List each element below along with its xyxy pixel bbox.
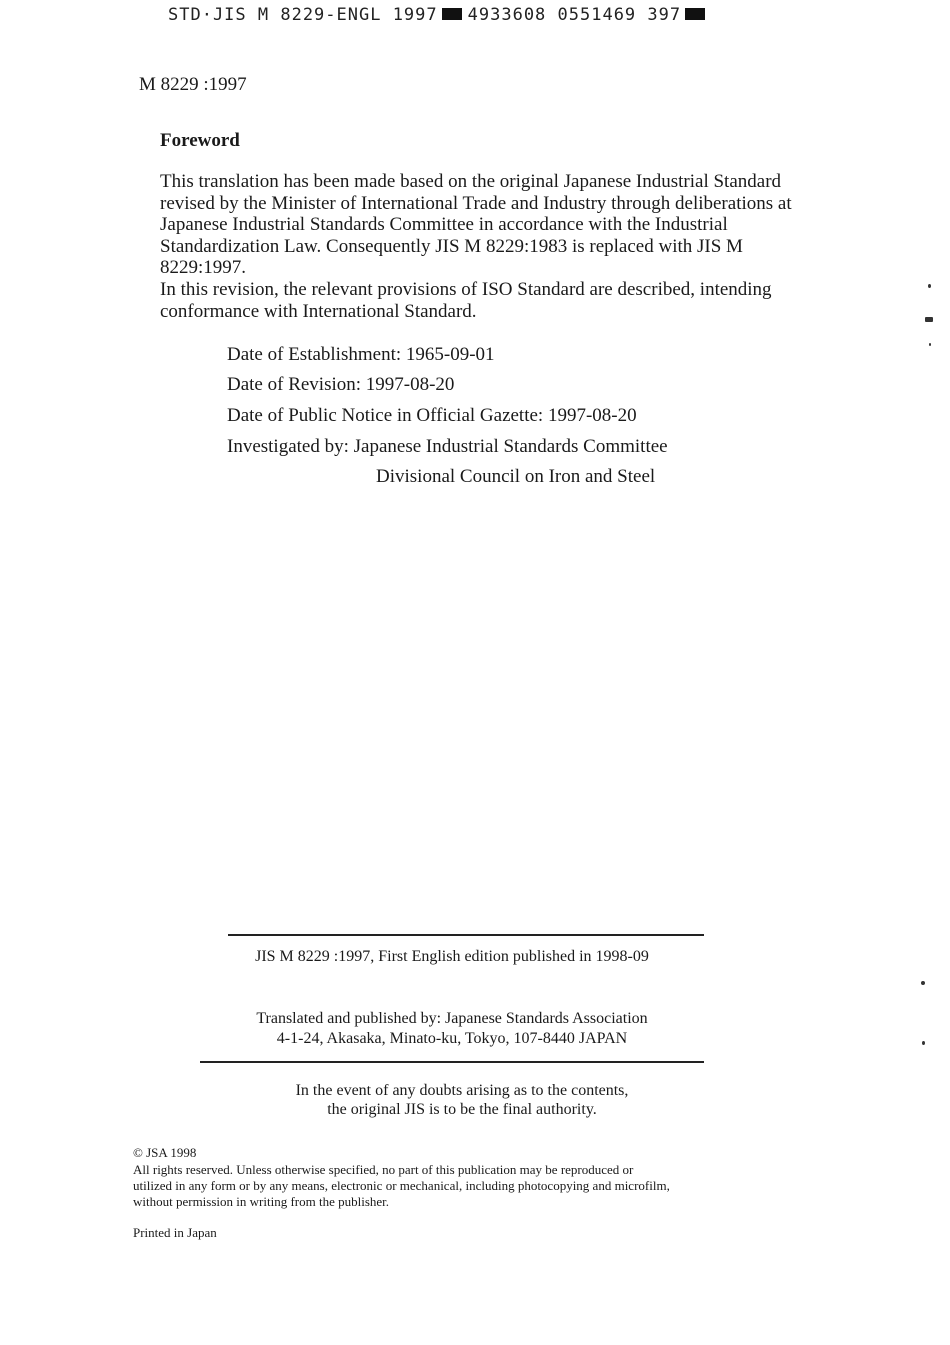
- printed-in: Printed in Japan: [133, 1225, 217, 1240]
- stamp-serial: 4933608 0551469 397: [467, 5, 682, 25]
- copyright-mark: © JSA 1998: [133, 1145, 197, 1160]
- foreword-body: [160, 171, 800, 322]
- investigated-by: Investigated by: Japanese Industrial Standards Committee: [227, 436, 668, 457]
- copyright-text: without permission in writing from the publisher.: [133, 1194, 390, 1209]
- scan-header-stamp: [168, 5, 711, 25]
- date-of-revision: Date of Revision: 1997-08-20: [227, 374, 455, 395]
- edition-line: JIS M 8229 :1997, First English edition published in 1998-09: [255, 948, 649, 965]
- document-code: M 8229 :1997: [139, 74, 247, 95]
- date-of-public-notice: Date of Public Notice in Official Gazette: 1997-08-20: [227, 405, 637, 426]
- scan-speck: [921, 981, 925, 985]
- scan-speck: [922, 1041, 925, 1045]
- authority-note-line: the original JIS is to be the final authority.: [327, 1101, 597, 1118]
- copyright-text: utilized in any form or by any means, electronic or mechanical, including photocopying and microfilm,: [133, 1178, 670, 1193]
- stamp-bar-mark: [685, 8, 705, 20]
- scan-speck: [929, 343, 931, 346]
- date-of-establishment: Date of Establishment: 1965-09-01: [227, 344, 495, 365]
- foreword-paragraph: This translation has been made based on the original Japanese Industrial Standard revised by the Minister of International Trade and Industry through deliberations at Japanese Industrial Standards Committee in accordance with the Industrial Standardization Law. Consequently JIS M 8229:1983 is replaced with JIS M 8229:1997.: [160, 171, 792, 279]
- stamp-bar-mark: [442, 8, 462, 20]
- stamp-doc-id: STD·JIS M 8229-ENGL 1997: [168, 5, 438, 25]
- scan-speck: [928, 284, 931, 288]
- copyright-text: All rights reserved. Unless otherwise specified, no part of this publication may be reproduced or: [133, 1162, 634, 1177]
- foreword-heading: Foreword: [160, 130, 240, 151]
- divider-bottom: [200, 1061, 704, 1063]
- authority-note-line: In the event of any doubts arising as to the contents,: [295, 1082, 629, 1099]
- divider-top: [228, 934, 704, 936]
- publisher-address: 4-1-24, Akasaka, Minato-ku, Tokyo, 107-8440 JAPAN: [276, 1030, 628, 1047]
- scan-speck: [925, 317, 933, 322]
- foreword-paragraph: In this revision, the relevant provisions of ISO Standard are described, intending conformance with International Standard.: [160, 278, 772, 322]
- publisher-line: Translated and published by: Japanese Standards Association: [256, 1010, 648, 1027]
- divisional-council: Divisional Council on Iron and Steel: [376, 466, 656, 487]
